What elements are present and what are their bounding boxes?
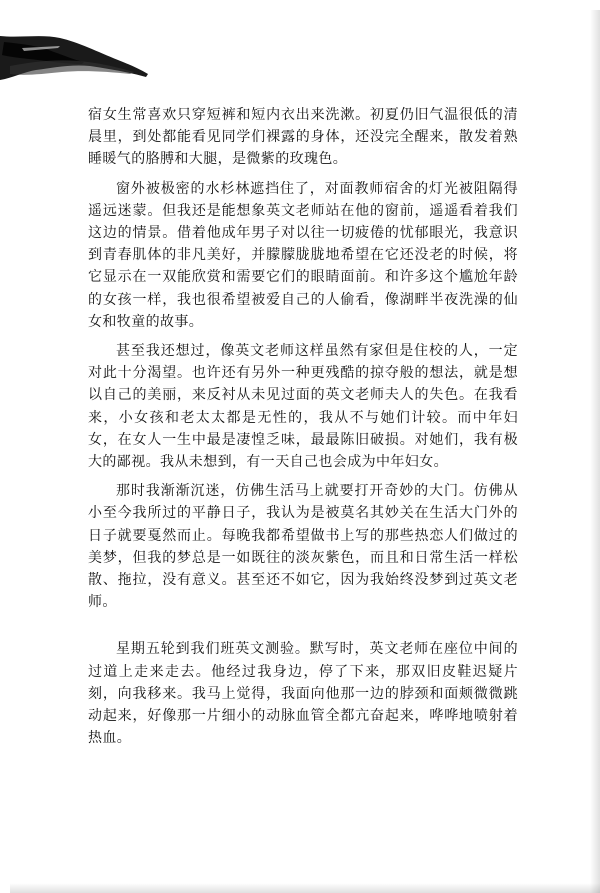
section-break [88, 620, 518, 638]
paragraph: 宿女生常喜欢只穿短裤和短内衣出来洗漱。初夏仍旧气温很低的清晨里，到处都能看见同学们裸露的身体，还没完全醒来，散发着熟睡暖气的胳膊和大腿，是微紫的玫瑰色。 [88, 107, 518, 168]
paragraph: 那时我渐渐沉迷，仿佛生活马上就要打开奇妙的大门。仿佛从小至今我所过的平静日子，我认为是被莫名其妙关在生活大门外的日子就要戛然而止。每晚我都希望做书上写的那些热恋人们做过的美梦，但我的梦总是一如既往的淡灰紫色，而且和日常生活一样松散、拖拉，没有意义。甚至还不如它，因为我始终没梦到过英文老师。 [88, 483, 518, 611]
page-shadow-bottom [10, 883, 600, 893]
paragraph: 窗外被极密的水杉林遮挡住了，对面教师宿舍的灯光被阻隔得遥远迷蒙。但我还是能想象英文老师站在他的窗前，遥遥看着我们这边的情景。借着他成年男子对以往一切疲倦的忧郁眼光，我意识到青春肌体的非凡美好，并朦朦胧胧地希望在它还没老的时候，将它显示在一双能欣赏和需要它们的眼睛面前。和许多这个尴尬年龄的女孩一样，我也很希望被爱自己的人偷看，像湖畔半夜洗澡的仙女和牧童的故事。 [88, 180, 518, 330]
page-shadow-right [590, 10, 600, 893]
paragraph: 甚至我还想过，像英文老师这样虽然有家但是住校的人，一定对此十分渴望。也许还有另外一种更残酷的掠夺般的想法，就是想以自己的美丽，来反衬从未见过面的英文老师夫人的失色。在我看来，小女孩和老太太都是无性的，我从不与她们计较。而中年妇女，在女人一生中最是凄惶乏味，最最陈旧破损。对她们，我有极大的鄙视。我从未想到，有一天自己也会成为中年妇女。 [88, 343, 518, 471]
ink-brush-stroke-decoration [0, 22, 150, 84]
paragraph: 星期五轮到我们班英文测验。默写时，英文老师在座位中间的过道上走来走去。他经过我身边，停了下来，那双旧皮鞋迟疑片刻，向我移来。我马上觉得，我面向他那一边的脖颈和面颊微微跳动起来，好像那一片细小的动脉血管全都亢奋起来，哗哗地喷射着热血。 [88, 641, 518, 747]
body-text [88, 104, 518, 756]
